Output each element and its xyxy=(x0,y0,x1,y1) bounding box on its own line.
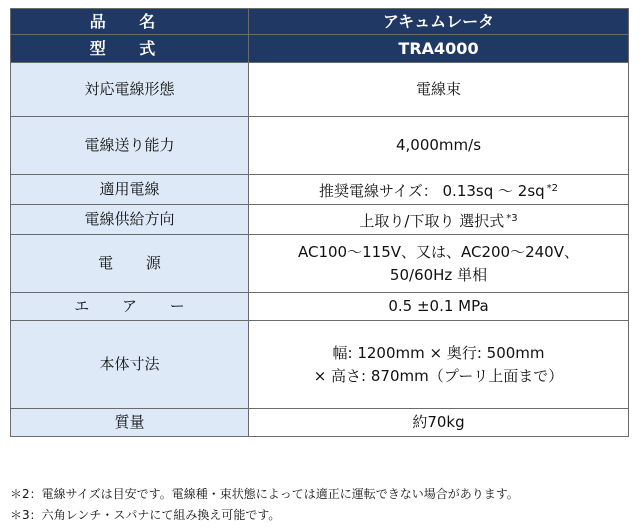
table-row xyxy=(11,117,629,175)
row-value: 電線束 xyxy=(249,63,629,117)
table-row xyxy=(11,205,629,235)
model-value: TRA4000 xyxy=(249,35,629,63)
footnote-3: ＊3：六角レンチ・スパナにて組み換え可能です。 xyxy=(10,508,281,522)
table-row xyxy=(11,175,629,205)
row-value: 上取り/下取り 選択式 $^{*3}$ xyxy=(249,205,629,235)
row-label: エ ア ー xyxy=(11,293,249,321)
row-label: 電線供給方向 xyxy=(11,205,249,235)
row-label: 電 源 xyxy=(11,235,249,293)
row-value: 幅: 1200mm × 奥行: 500mm × 高さ: 870mm（プーリ上面まで） xyxy=(249,321,629,409)
table-row xyxy=(11,293,629,321)
table-row xyxy=(11,63,629,117)
row-value: 推奨電線サイズ： 0.13sq ～ 2sq $^{*2}$ xyxy=(249,175,629,205)
row-value: 0.5 ±0.1 MPa xyxy=(249,293,629,321)
table-header-row xyxy=(11,35,629,63)
footnotes xyxy=(10,484,519,526)
footnote-ref: *3 xyxy=(506,212,518,224)
product-name-label: 品 名 xyxy=(11,9,249,35)
row-value: 4,000mm/s xyxy=(249,117,629,175)
product-name-value: アキュムレータ xyxy=(249,9,629,35)
footnote-ref: *2 xyxy=(546,182,559,194)
row-value: 約70kg xyxy=(249,409,629,437)
row-label: 適用電線 xyxy=(11,175,249,205)
footnote-2: ＊2：電線サイズは目安です。電線種・束状態によっては適正に運転できない場合があります。 xyxy=(10,487,519,501)
row-label: 質量 xyxy=(11,409,249,437)
row-label: 電線送り能力 xyxy=(11,117,249,175)
model-label: 型 式 xyxy=(11,35,249,63)
row-label: 対応電線形態 xyxy=(11,63,249,117)
row-label: 本体寸法 xyxy=(11,321,249,409)
table-row xyxy=(11,321,629,409)
row-value: AC100～115V、又は、AC200～240V、 50/60Hz 単相 xyxy=(249,235,629,293)
spec-table xyxy=(10,8,629,437)
table-header-row xyxy=(11,9,629,35)
table-row xyxy=(11,409,629,437)
table-row xyxy=(11,235,629,293)
